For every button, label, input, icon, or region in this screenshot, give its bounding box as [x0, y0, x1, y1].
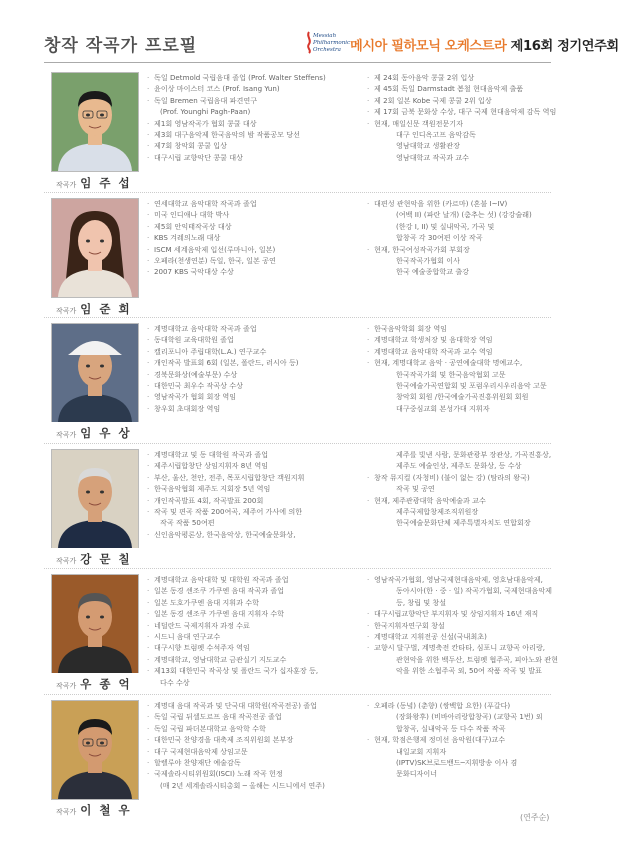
composer-name-caption	[56, 676, 132, 692]
orchestra-logo	[306, 31, 351, 55]
career-item: (한강 I, II) 및 실내악곡, 가곡 및	[396, 221, 495, 231]
composer-profile	[44, 323, 564, 443]
career-item: 작곡 및 공연	[396, 484, 435, 494]
career-item: · 2007 KBS 국악대상 수상	[154, 266, 276, 277]
composer-name: 임 주 섭	[80, 176, 132, 190]
composer-photo	[51, 574, 139, 673]
career-item: · 독일 Detmold 국립음대 졸업 (Prof. Walter Steffens)	[154, 72, 326, 83]
career-item: · 일본 동경 센조쿠 가쿠엔 음대 지휘자 수학	[154, 608, 318, 619]
career-right-column	[374, 574, 558, 677]
composer-profile	[44, 449, 564, 569]
logo-line-3: Orchestra	[313, 47, 341, 53]
career-item: · 개인작곡발표 4회, 작곡발표 200회	[154, 495, 305, 506]
career-item: · 대구 국제현대음악제 상임고문	[154, 746, 325, 757]
career-item: · ISCM 세계음악제 입선(루마니아, 일본)	[154, 244, 276, 255]
career-item: · 제3회 대구음악제 한국음악의 밤 작품공모 당선	[154, 129, 326, 140]
career-item: 한국 예술종합학교 출강	[396, 267, 470, 277]
profile-divider	[44, 694, 551, 695]
career-item: 한국예술문화단체 제주특별자치도 연합회장	[396, 518, 531, 528]
career-item: · 창작 뮤지컬 (자청비) (불이 없는 강) (탐라의 왕국)	[374, 472, 551, 483]
page-title: 창작 작곡가 프로필	[44, 36, 198, 56]
career-item: · 대편성 관현악을 위한 (카르마) (혼불 I~IV)	[374, 198, 532, 209]
career-item: · 제 45회 독일 Darmstadt 봄철 현대음악제 출품	[374, 83, 556, 94]
composer-name: 임 우 상	[80, 426, 132, 440]
career-item: · 신인음악평론상, 한국음악상, 한국예술문화상,	[154, 529, 305, 540]
career-item: · 일본 동경 센조쿠 가쿠엔 음대 작곡과 졸업	[154, 585, 318, 596]
career-item: · 한국음악협회 제주도 지회장 5년 역임	[154, 483, 305, 494]
career-item: 악을 위한 소협주곡 외, 50여 작품 작곡 및 발표	[396, 666, 542, 676]
concert-heading	[350, 35, 619, 54]
career-item: · 계명대 음대 작곡과 및 단국대 대학원(작곡전공) 졸업	[154, 700, 325, 711]
profile-divider	[44, 568, 551, 569]
composer-photo	[51, 323, 139, 422]
career-item: · 교향시 달구벌, 계명축전 칸타타, 심포니 교향곡 아리랑,	[374, 642, 558, 653]
career-item: 영남대학교 작곡과 교수	[396, 152, 470, 162]
composer-role: 작곡가	[56, 682, 77, 690]
career-item: · 대구시향 트럼펫 수석주자 역임	[154, 642, 318, 653]
career-item: 합창곡 각 30여편 이상 작곡	[396, 233, 483, 243]
career-item: · 영남작곡가협회, 영남국제현대음악제, 영호남대음악제,	[374, 574, 558, 585]
career-item: · 계명대학교 음악대학 작곡과 교수 역임	[374, 346, 547, 357]
career-item: · 개인작곡 발표회 6회 (일본, 폴란드, 러시아 등)	[154, 357, 299, 368]
career-item: · 계명대학교 지휘전공 신설(국내최초)	[374, 631, 558, 642]
career-item: (IPTV)SK브로드밴드─지휘방송 이사 겸	[396, 758, 518, 768]
composer-photo	[51, 449, 139, 548]
career-right-column	[374, 72, 556, 163]
career-item: · 한국지휘자연구회 창설	[374, 620, 558, 631]
career-left-column	[154, 72, 326, 163]
composer-name-caption	[56, 425, 132, 441]
composer-profile	[44, 72, 564, 192]
career-right-column	[374, 700, 543, 780]
composer-photo	[51, 700, 139, 800]
career-item: · 네덜란드 국제지휘자 과정 수료	[154, 620, 318, 631]
career-item: · 오페라(천생연분) 독일, 한국, 일본 공연	[154, 255, 276, 266]
career-right-column	[374, 323, 547, 414]
header-divider	[44, 62, 551, 63]
career-item: · 독일 Bremen 국립음대 파견연구	[154, 95, 326, 106]
career-item: · 일본 도호가쿠엔 음대 지휘과 수학	[154, 597, 318, 608]
profile-divider	[44, 192, 551, 193]
career-item: · 영남작곡가 협회 회장 역임	[154, 391, 299, 402]
composer-role: 작곡가	[56, 431, 77, 439]
concert-number: 제16회 정기연주회	[506, 39, 619, 54]
career-item: 제주도 예술인상, 제주도 문화상, 등 수상	[396, 461, 522, 471]
page-header	[0, 0, 619, 60]
career-item: · 현재, 제주관광대학 음악예술과 교수	[374, 495, 551, 506]
career-item: (장화왕후) (비바아리랑합창곡) (교향곡 1번) 외	[396, 712, 543, 722]
logo-line-1: Messiah	[313, 33, 337, 39]
career-item: · 대한민국 찬양경을 대축제 조직위원회 본부장	[154, 734, 325, 745]
career-item: · 한국음악학회 회장 역임	[374, 323, 547, 334]
career-item: · 계명대학교 음악대학 및 대학원 작곡과 졸업	[154, 574, 318, 585]
composer-photo	[51, 72, 139, 172]
composer-profile	[44, 700, 564, 820]
career-item: · KBS 겨레의노래 대상	[154, 232, 276, 243]
career-item: · 계명대학교 및 동 대학원 작곡과 졸업	[154, 449, 305, 460]
career-item: · 계명대학교 학생처장 및 음대학장 역임	[374, 334, 547, 345]
career-left-column	[154, 323, 299, 414]
career-item: 창악회 회원 /한국예술가곡진흥위원회 회원	[396, 392, 529, 402]
composer-role: 작곡가	[56, 808, 77, 816]
career-item: · 미국 인디애나 대학 박사	[154, 209, 276, 220]
career-item: 영남대학교 생활관장	[396, 141, 460, 151]
career-left-column	[154, 700, 325, 791]
logo-line-2: Philharmonic	[313, 40, 351, 46]
career-right-column	[374, 449, 551, 529]
composer-name-caption	[56, 301, 132, 317]
career-item: 동아시아(한 · 중 · 일) 작곡가협회, 국제현대음악제	[396, 586, 553, 596]
career-item: · 국제솔라시티위원회(ISCI) 노래 작곡 헌정	[154, 768, 325, 779]
career-item: · 현재, 한국여성작곡가회 부회장	[374, 244, 532, 255]
composer-photo	[51, 198, 139, 298]
composer-name-caption	[56, 175, 132, 191]
composer-name: 강 문 칠	[80, 552, 132, 566]
career-item: · 할렐루야 찬양재단 예술감독	[154, 757, 325, 768]
composer-role: 작곡가	[56, 307, 77, 315]
career-item: 작곡 작품 50여편	[160, 518, 215, 528]
profile-divider	[44, 443, 551, 444]
career-item: · 창우회 초대회장 역임	[154, 403, 299, 414]
composer-name: 임 준 희	[80, 302, 132, 316]
career-item: · 제주시립합창단 상임지휘자 8년 역임	[154, 460, 305, 471]
career-item: · 연세대학교 음악대학 작곡과 졸업	[154, 198, 276, 209]
career-item: 대구중심교회 본성가대 지휘자	[396, 403, 490, 413]
composer-name-caption	[56, 802, 132, 818]
career-item: 다수 수상	[160, 677, 190, 687]
career-item: · 동대학원 교육대학원 졸업	[154, 334, 299, 345]
composer-role: 작곡가	[56, 557, 77, 565]
career-item: 한국작곡가회 및 한국음악협회 고문	[396, 369, 506, 379]
career-item: · 제 24회 동아음악 콩쿨 2위 입상	[374, 72, 556, 83]
career-left-column	[154, 574, 318, 688]
career-item: (매 2년 세계솔라시티총회 ─ 올해는 시드니에서 연주)	[160, 780, 325, 790]
composer-name-caption	[56, 551, 132, 567]
orchestra-name: 메시아 필하모닉 오케스트라	[350, 39, 507, 54]
career-item: · 부산, 울산, 천안, 전주, 목포시립합창단 객원지휘	[154, 472, 305, 483]
career-item: · 제13회 대한민국 작곡상 및 폴란드 국가 십자훈장 등,	[154, 665, 318, 676]
career-item: · 독일 국립 파더본대학교 음악학 수학	[154, 723, 325, 734]
career-item: 관현악을 위한 백두산, 트럼펫 협주곡, 피아노와 관현	[396, 654, 558, 664]
career-item: · 오페라 (동녘) (춘향) (쌍백합 요한) (푸갈다)	[374, 700, 543, 711]
career-item: · 대구시립교향악단 부지휘자 및 상임지휘자 16년 재직	[374, 608, 558, 619]
career-item: · 계명대학교 음악대학 작곡과 졸업	[154, 323, 299, 334]
career-item: · 현재, 학점은행제 정미선 음악원(대구)교수	[374, 734, 543, 745]
composer-role: 작곡가	[56, 181, 77, 189]
career-left-column	[154, 449, 305, 540]
career-item: (여백 II) (파란 날개) (춤추는 섯) (강강술래)	[396, 210, 532, 220]
career-item: · 작곡 및 편곡 작품 200여곡, 제주어 가사에 의한	[154, 506, 305, 517]
career-item: · 현재, 계명대학교 음악 · 공연예술대학 명예교수,	[374, 357, 547, 368]
career-item: · 독일 국립 뒤셀도르프 음대 작곡전공 졸업	[154, 711, 325, 722]
career-item: 합창곡, 실내악곡 등 다수 작품 작곡	[396, 723, 506, 733]
profile-divider	[44, 317, 551, 318]
composer-name: 이 철 우	[80, 803, 132, 817]
career-item: 내일교회 지휘자	[396, 746, 447, 756]
composer-name: 우 종 억	[80, 677, 132, 691]
career-item: · 시드니 음대 연구교수	[154, 631, 318, 642]
career-item: 등, 창립 및 창설	[396, 597, 447, 607]
career-item: 한국작곡가협회 이사	[396, 256, 460, 266]
career-item: 제주를 빛낸 사람, 문화관광부 장관상, 가곡진흥상,	[396, 450, 552, 459]
career-item: · 제 2회 일본 Kobe 국제 콩쿨 2위 입상	[374, 95, 556, 106]
career-item: 제주국제합창제조직위원장	[396, 507, 479, 517]
composer-profile	[44, 574, 564, 694]
career-item: · 제7회 창악회 콩쿨 입상	[154, 140, 326, 151]
career-item: · 윤이상 마이스터 코스 (Prof. Isang Yun)	[154, 83, 326, 94]
career-item: · 캘리포니아 주립대학(L.A.) 연구교수	[154, 346, 299, 357]
career-item: · 현재, 매일신문 객원전문기자	[374, 118, 556, 129]
career-item: · 계명대학교, 영남대학교 금관실기 지도교수	[154, 654, 318, 665]
career-item: · 대구시립 교향악단 콩쿨 대상	[154, 152, 326, 163]
career-right-column	[374, 198, 532, 278]
career-item: · 대한민국 최우수 작곡상 수상	[154, 380, 299, 391]
career-item: (Prof. Younghi Pagh-Paan)	[160, 107, 251, 117]
composer-profile	[44, 198, 564, 318]
career-item: 대구 인디옥고프 음악감독	[396, 130, 476, 140]
career-item: 문화디자이너	[396, 769, 438, 779]
performance-order-note: (연주순)	[520, 813, 550, 822]
career-item: · 경북문화상(예술부문) 수상	[154, 369, 299, 380]
career-item: · 제1회 영남작곡가 협회 콩쿨 대상	[154, 118, 326, 129]
career-left-column	[154, 198, 276, 278]
career-item: 한국예술가곡연합회 및 포럼우리시우리음악 고문	[396, 381, 547, 391]
career-item: · 제 17회 금북 문화상 수상, 대구 국제 현대음악제 감독 역임	[374, 106, 556, 117]
career-item: · 제5회 안익태작곡상 대상	[154, 221, 276, 232]
